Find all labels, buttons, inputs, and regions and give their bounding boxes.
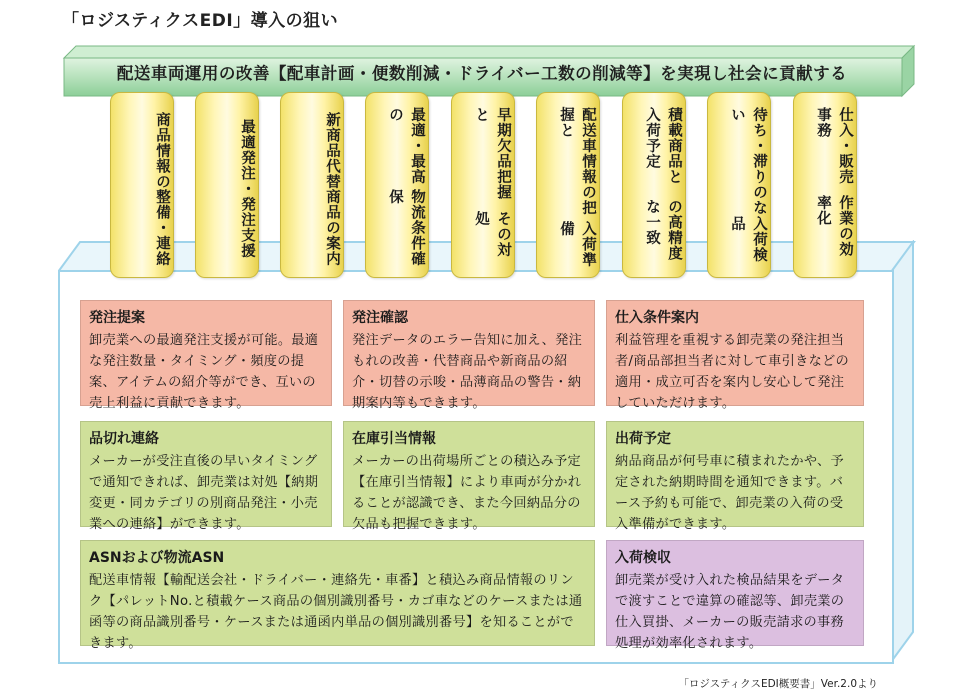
card-purchase-conditions xyxy=(606,300,864,411)
pillar-new-product xyxy=(280,92,344,278)
card-order-confirmation xyxy=(343,300,595,411)
card-body: メーカーの出荷場所ごとの積込み予定【在庫引当情報】により車両が分かれることが認識でき、また今回納品分の欠品も把握できます。 xyxy=(352,454,582,532)
banner-text: 配送車両運用の改善【配車計画・便数削減・ドライバー工数の削減等】を実現し社会に貢献する xyxy=(116,64,848,83)
pillar-line: 最適発注・発注支援 xyxy=(239,119,255,259)
card-title: 発注確認 xyxy=(352,310,408,326)
pillar-line: 商品情報の xyxy=(154,111,170,189)
pillar-line: 物流条件確保 xyxy=(387,189,425,267)
card-asn xyxy=(80,540,595,651)
pillar-loaded-goods xyxy=(622,92,686,278)
pillar-line: 入荷検品 xyxy=(729,216,767,263)
pillar-admin-efficiency xyxy=(793,92,857,278)
card-title: 出荷予定 xyxy=(615,431,671,447)
pillar-line: の高精度な一致 xyxy=(644,199,682,262)
pillar-line: 配送車情報の把握と xyxy=(558,107,596,216)
pillar-product-info xyxy=(110,92,174,278)
card-order-proposal xyxy=(80,300,332,411)
card-body: 納品商品が何号車に積まれたかや、予定された納期時間を通知できます。バース予約も可能で、卸売業の入荷の受入準備ができます。 xyxy=(615,454,845,532)
pillar-line: その対処 xyxy=(473,211,511,258)
pillar-inspection xyxy=(707,92,771,278)
pillar-line: 作業の効率化 xyxy=(815,195,853,258)
pillar-line: 早期欠品把握と xyxy=(473,107,511,200)
card-title: 在庫引当情報 xyxy=(352,431,436,447)
card-body: 卸売業への最適発注支援が可能。最適な発注数量・タイミング・頻度の提案、アイテムの紹介等ができ、互いの売上利益に貢献できます。 xyxy=(89,333,319,411)
pillar-shortage xyxy=(451,92,515,278)
card-body: 利益管理を重視する卸売業の発注担当者/商品部担当者に対して車引きなどの適用・成立可否を案内し安心して発注していただけます。 xyxy=(615,333,850,411)
pillar-line: 入荷準備 xyxy=(558,220,596,268)
pillar-vehicle-info xyxy=(536,92,600,278)
pillar-line: 積載商品と入荷予定 xyxy=(644,107,682,185)
card-title: ASNおよび物流ASN xyxy=(89,550,225,566)
pillar-line: 商品の案内 xyxy=(324,189,340,267)
page-title: 「ロジスティクスEDI」導入の狙い xyxy=(62,11,339,31)
pillar-line: 待ち・滞りのない xyxy=(729,107,767,216)
card-receiving-inspection xyxy=(606,540,864,651)
card-title: 入荷検収 xyxy=(615,550,671,566)
card-body: メーカーが受注直後の早いタイミングで通知できれば、卸売業は対処【納期変更・同カテゴリの別商品発注・小売業への連絡】ができます。 xyxy=(89,454,319,532)
pillar-line: 新商品代替 xyxy=(324,111,340,189)
card-body: 配送車情報【輸配送会社・ドライバー・連絡先・車番】と積込み商品情報のリンク【パレットNo.と積載ケース商品の個別識別番号・カゴ車などのケースまたは通函等の商品識別番号・ケースまたは通函内単品の個別識別番号】を知ることができます。 xyxy=(89,573,583,651)
pillar-line: 整備・連絡 xyxy=(154,189,170,267)
card-body: 発注データのエラー告知に加え、発注もれの改善・代替商品や新商品の紹介・切替の示唆・品薄商品の警告・納期案内等もできます。 xyxy=(352,333,583,411)
card-title: 仕入条件案内 xyxy=(615,310,699,326)
pillar-logistics-condition xyxy=(365,92,429,278)
card-body: 卸売業が受け入れた検品結果をデータで渡すことで違算の確認等、卸売業の仕入買掛、メーカーの販売請求の事務処理が効率化されます。 xyxy=(615,573,845,651)
card-stockout-notice xyxy=(80,421,332,532)
source-note: 「ロジスティクスEDI概要書」Ver.2.0より xyxy=(678,678,878,690)
pillar-line: 最適・最高の xyxy=(387,107,425,185)
pillar-line: 仕入・販売事務 xyxy=(815,107,853,185)
card-shipment-schedule xyxy=(606,421,864,532)
pillar-optimal-order xyxy=(195,92,259,278)
card-title: 品切れ連絡 xyxy=(89,431,159,447)
card-stock-allocation xyxy=(343,421,595,532)
card-title: 発注提案 xyxy=(89,310,145,326)
